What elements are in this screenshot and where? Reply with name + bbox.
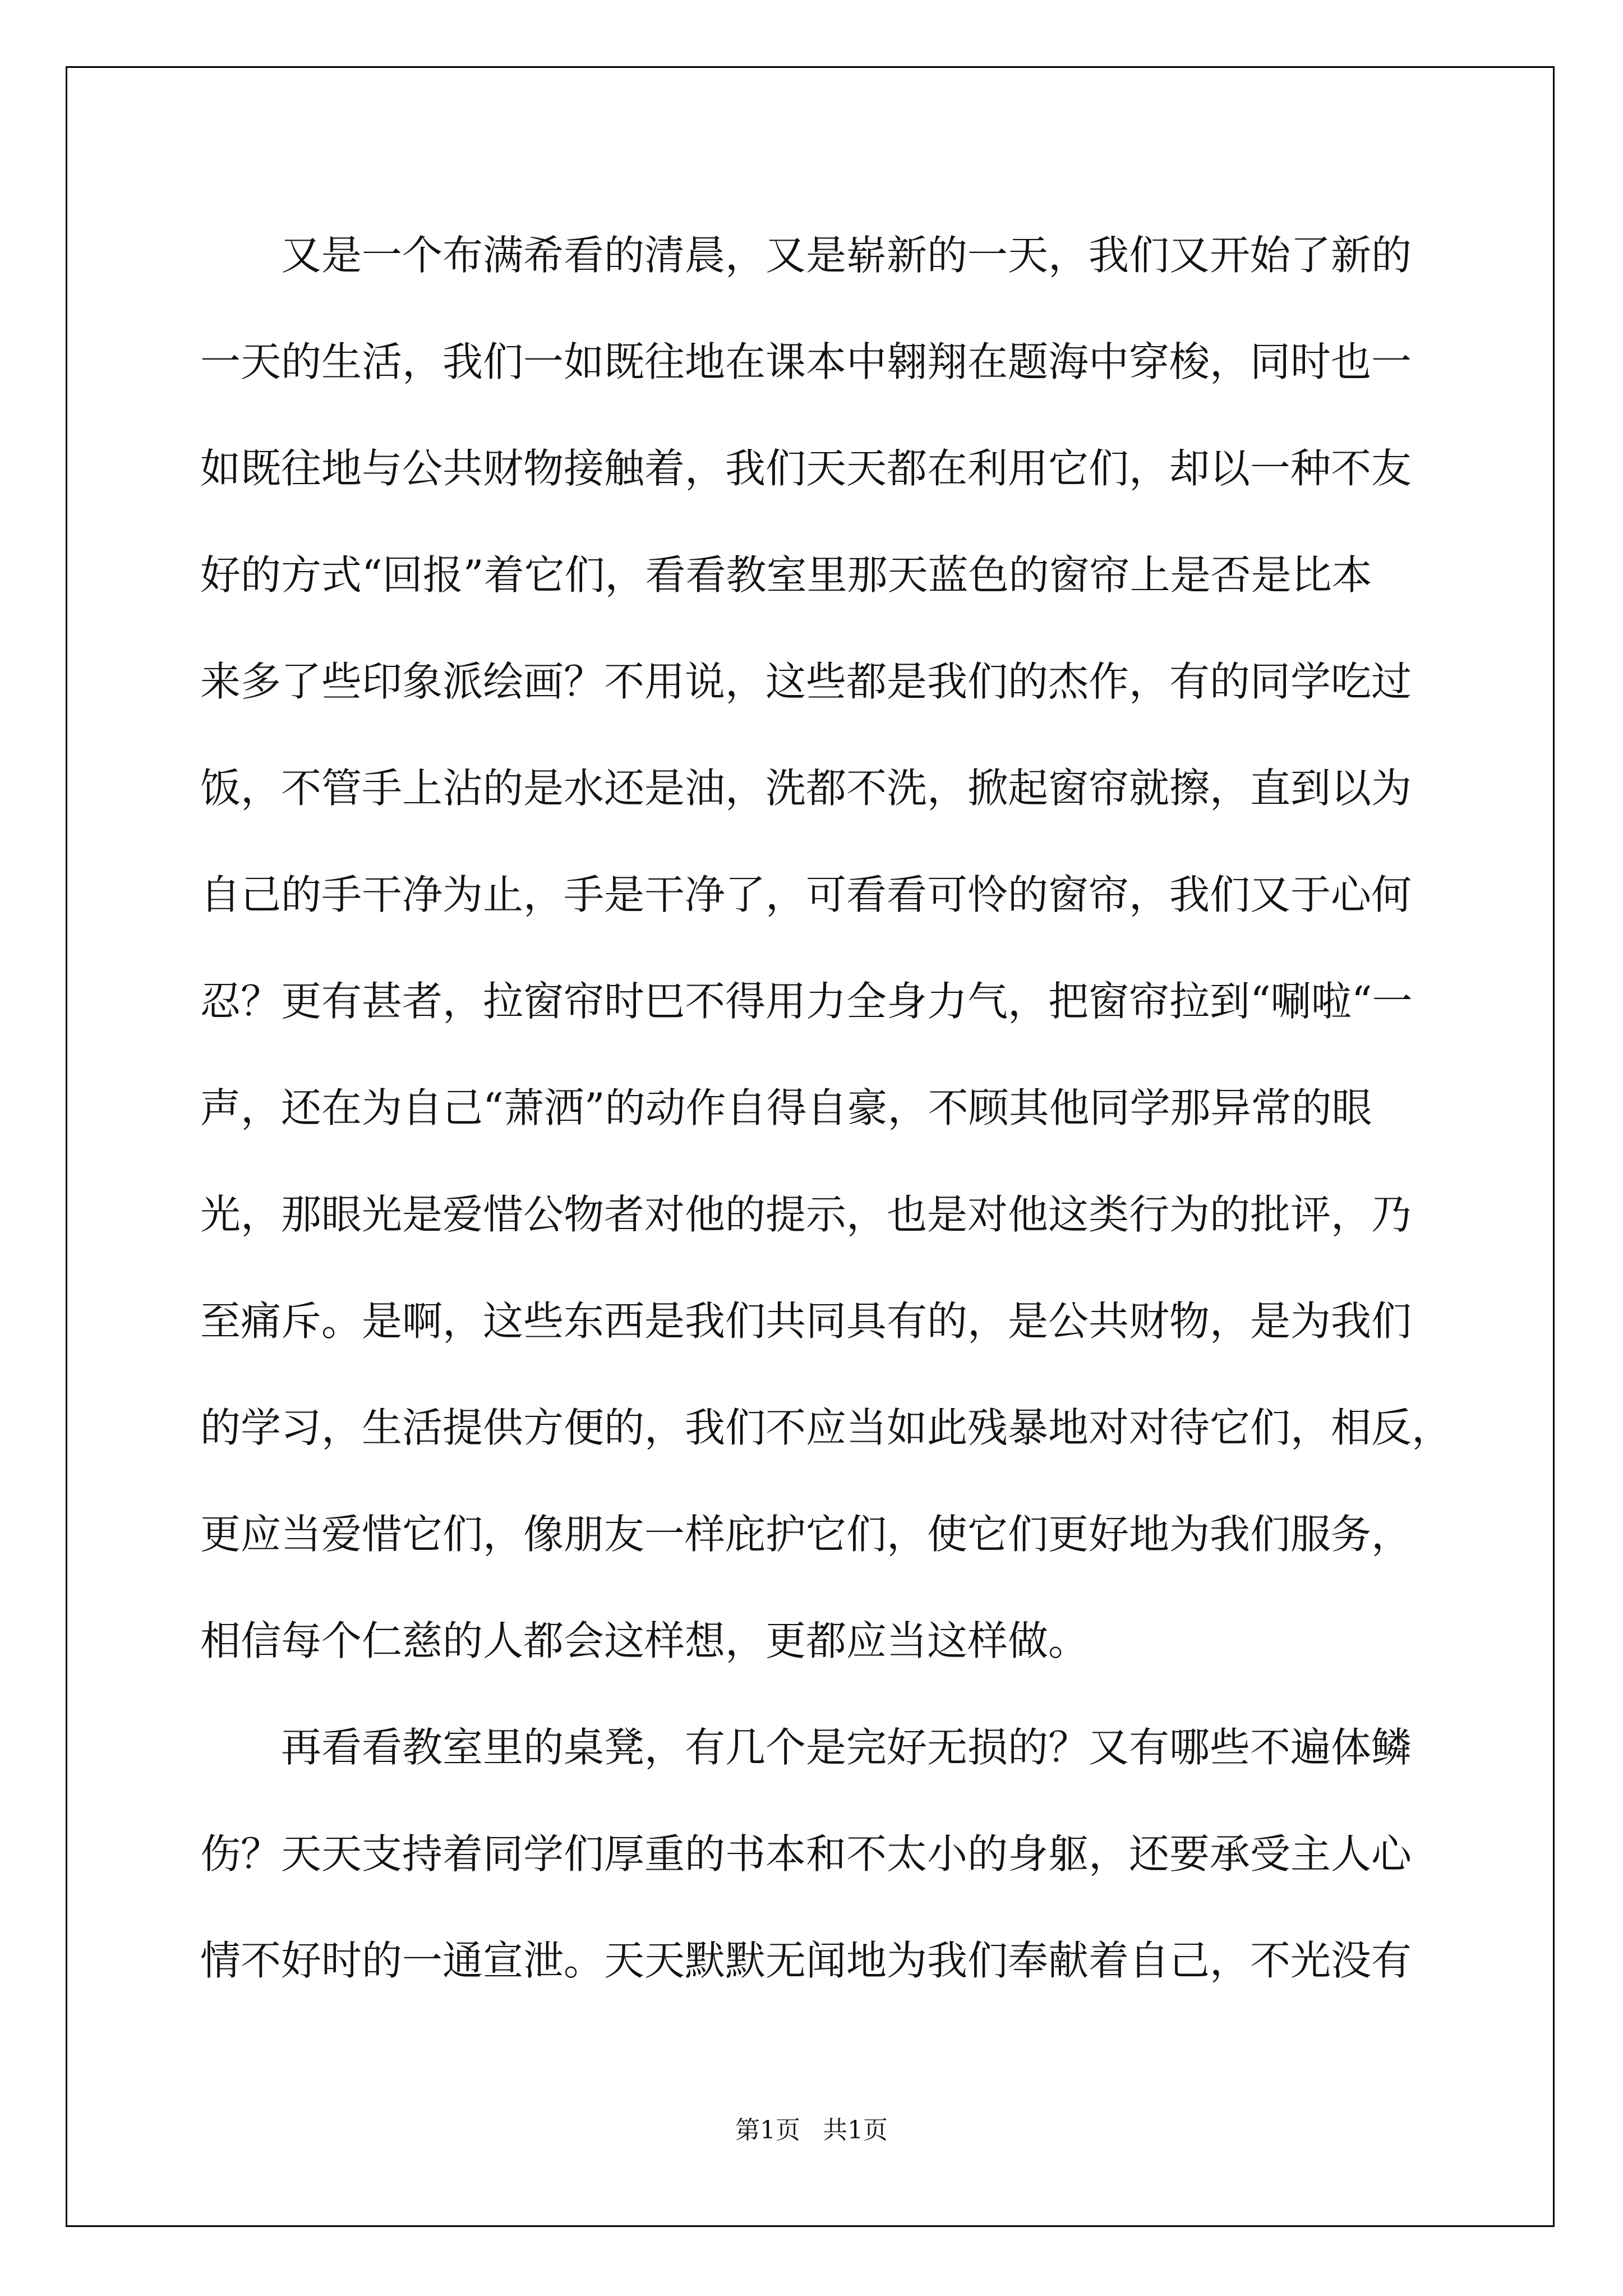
text-line: 如既往地与公共财物接触着，我们天天都在利用它们，却以一种不友 — [200, 445, 1412, 492]
text-line: 自己的手干净为止，手是干净了，可看看可怜的窗帘，我们又于心何 — [200, 871, 1412, 918]
text-line: 光，那眼光是爱惜公物者对他的提示，也是对他这类行为的批评，乃 — [200, 1191, 1412, 1238]
text-line: 一天的生活，我们一如既往地在课本中翱翔在题海中穿梭，同时也一 — [200, 338, 1412, 385]
text-line: 伤？天天支持着同学们厚重的书本和不太小的身躯，还要承受主人心 — [200, 1830, 1412, 1878]
document-body — [200, 202, 1468, 2014]
text-line: 好的方式“回报”着它们，看看教室里那天蓝色的窗帘上是否是比本 — [200, 551, 1372, 599]
text-line: 更应当爱惜它们，像朋友一样庇护它们，使它们更好地为我们服务， — [200, 1511, 1412, 1558]
text-line: 至痛斥。是啊，这些东西是我们共同具有的，是公共财物，是为我们 — [200, 1297, 1412, 1345]
text-line: 情不好时的一通宣泄。天天默默无闻地为我们奉献着自己，不光没有 — [200, 1937, 1412, 1984]
text-line: 又是一个布满希看的清晨，又是崭新的一天，我们又开始了新的 — [281, 232, 1412, 279]
text-line: 声，还在为自己“萧洒”的动作自得自豪，不顾其他同学那异常的眼 — [200, 1084, 1372, 1131]
text-line: 的学习，生活提供方便的，我们不应当如此残暴地对对待它们，相反， — [200, 1404, 1453, 1451]
text-line: 来多了些印象派绘画？不用说，这些都是我们的杰作，有的同学吃过 — [200, 658, 1412, 705]
text-line: 相信每个仁慈的人都会这样想，更都应当这样做。 — [200, 1617, 1089, 1664]
text-line: 忍？更有甚者，拉窗帘时巴不得用力全身力气，把窗帘拉到“唰啦“一 — [200, 978, 1413, 1025]
page-footer — [0, 2114, 1623, 2147]
page-total: 共1页 — [823, 2116, 888, 2145]
text-line: 饭，不管手上沾的是水还是油，洗都不洗，掀起窗帘就擦，直到以为 — [200, 765, 1412, 812]
page-number: 第1页 — [735, 2116, 800, 2145]
text-line: 再看看教室里的桌凳，有几个是完好无损的？又有哪些不遍体鳞 — [281, 1724, 1412, 1771]
